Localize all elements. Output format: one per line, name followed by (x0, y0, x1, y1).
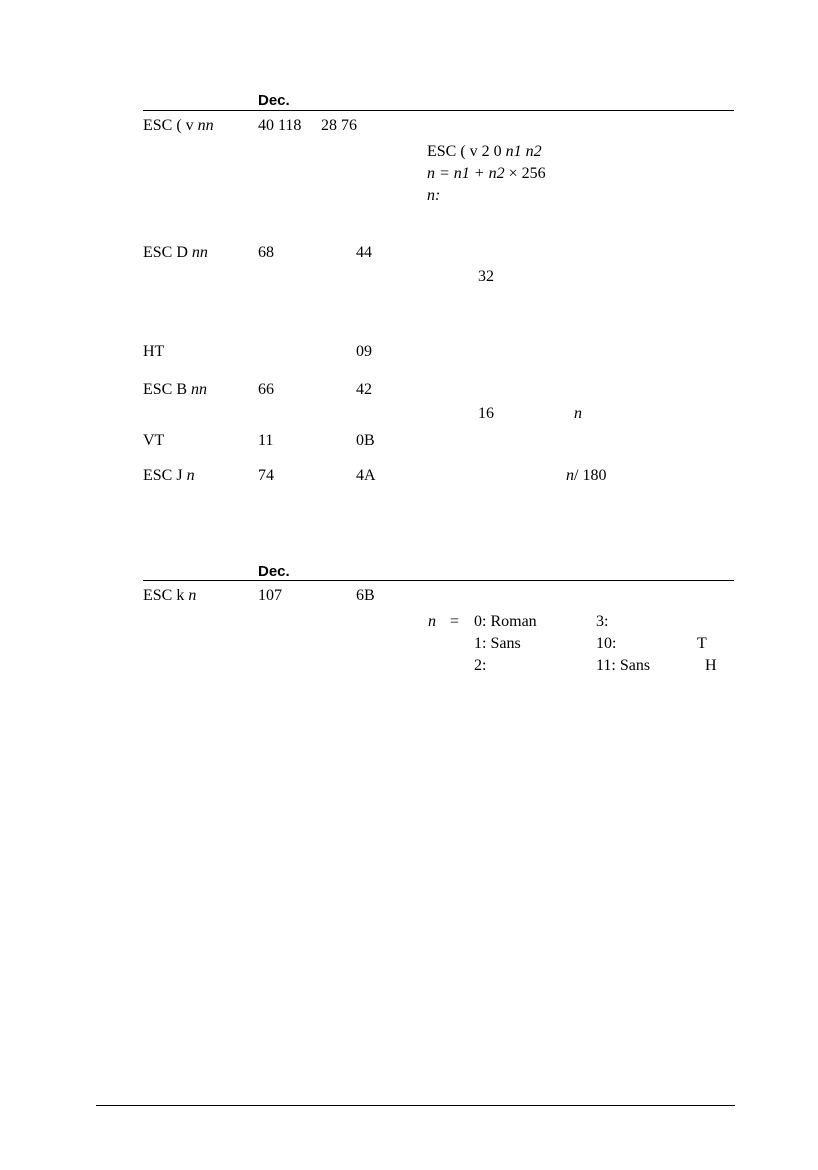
typeface-option: 3: (596, 613, 609, 630)
dec-value: 66 (258, 381, 274, 398)
typeface-n-label: n (428, 613, 436, 630)
table2-header-rule (143, 580, 734, 581)
footer-rule (96, 1105, 735, 1106)
dec-value: 74 (258, 467, 274, 484)
desc-line: n = n1 + n2 × 256 (427, 165, 546, 182)
hex-value: 0B (356, 432, 375, 449)
command-esc-k: ESC k n (143, 587, 197, 604)
typeface-option: 1: Sans (474, 635, 521, 652)
hex-value: 09 (356, 343, 372, 360)
table1-dec-header: Dec. (258, 92, 290, 109)
typeface-equals: = (450, 613, 460, 630)
typeface-option: 11: Sans (596, 657, 651, 674)
table2-dec-header: Dec. (258, 563, 290, 580)
hex-value: 42 (356, 381, 372, 398)
typeface-option-fragment: H (705, 657, 717, 674)
command-esc-d: ESC D nn (143, 244, 208, 261)
command-ht: HT (143, 343, 165, 360)
command-esc-j: ESC J n (143, 467, 195, 484)
typeface-option: 0: Roman (474, 613, 537, 630)
desc-line: n: (427, 187, 441, 204)
desc-line: 32 (478, 268, 494, 285)
command-vt: VT (143, 432, 165, 449)
hex-value: 28 76 (321, 117, 357, 134)
desc-line: n/ 180 (566, 467, 607, 484)
table1-header-rule (143, 110, 734, 111)
hex-value: 44 (356, 244, 372, 261)
command-esc-b: ESC B nn (143, 381, 208, 398)
dec-value: 107 (258, 587, 282, 604)
hex-value: 4A (356, 467, 376, 484)
typeface-option: 2: (474, 657, 487, 674)
hex-value: 6B (356, 587, 375, 604)
typeface-option-fragment: T (697, 635, 707, 652)
desc-line: ESC ( v 2 0 n1 n2 (427, 143, 542, 160)
desc-line-arg: n (574, 405, 582, 422)
desc-line: 16 (478, 405, 494, 422)
dec-value: 11 (258, 432, 274, 449)
dec-value: 40 118 (258, 117, 302, 134)
dec-value: 68 (258, 244, 274, 261)
typeface-option: 10: (596, 635, 617, 652)
command-esc-v: ESC ( v nn (143, 117, 214, 134)
